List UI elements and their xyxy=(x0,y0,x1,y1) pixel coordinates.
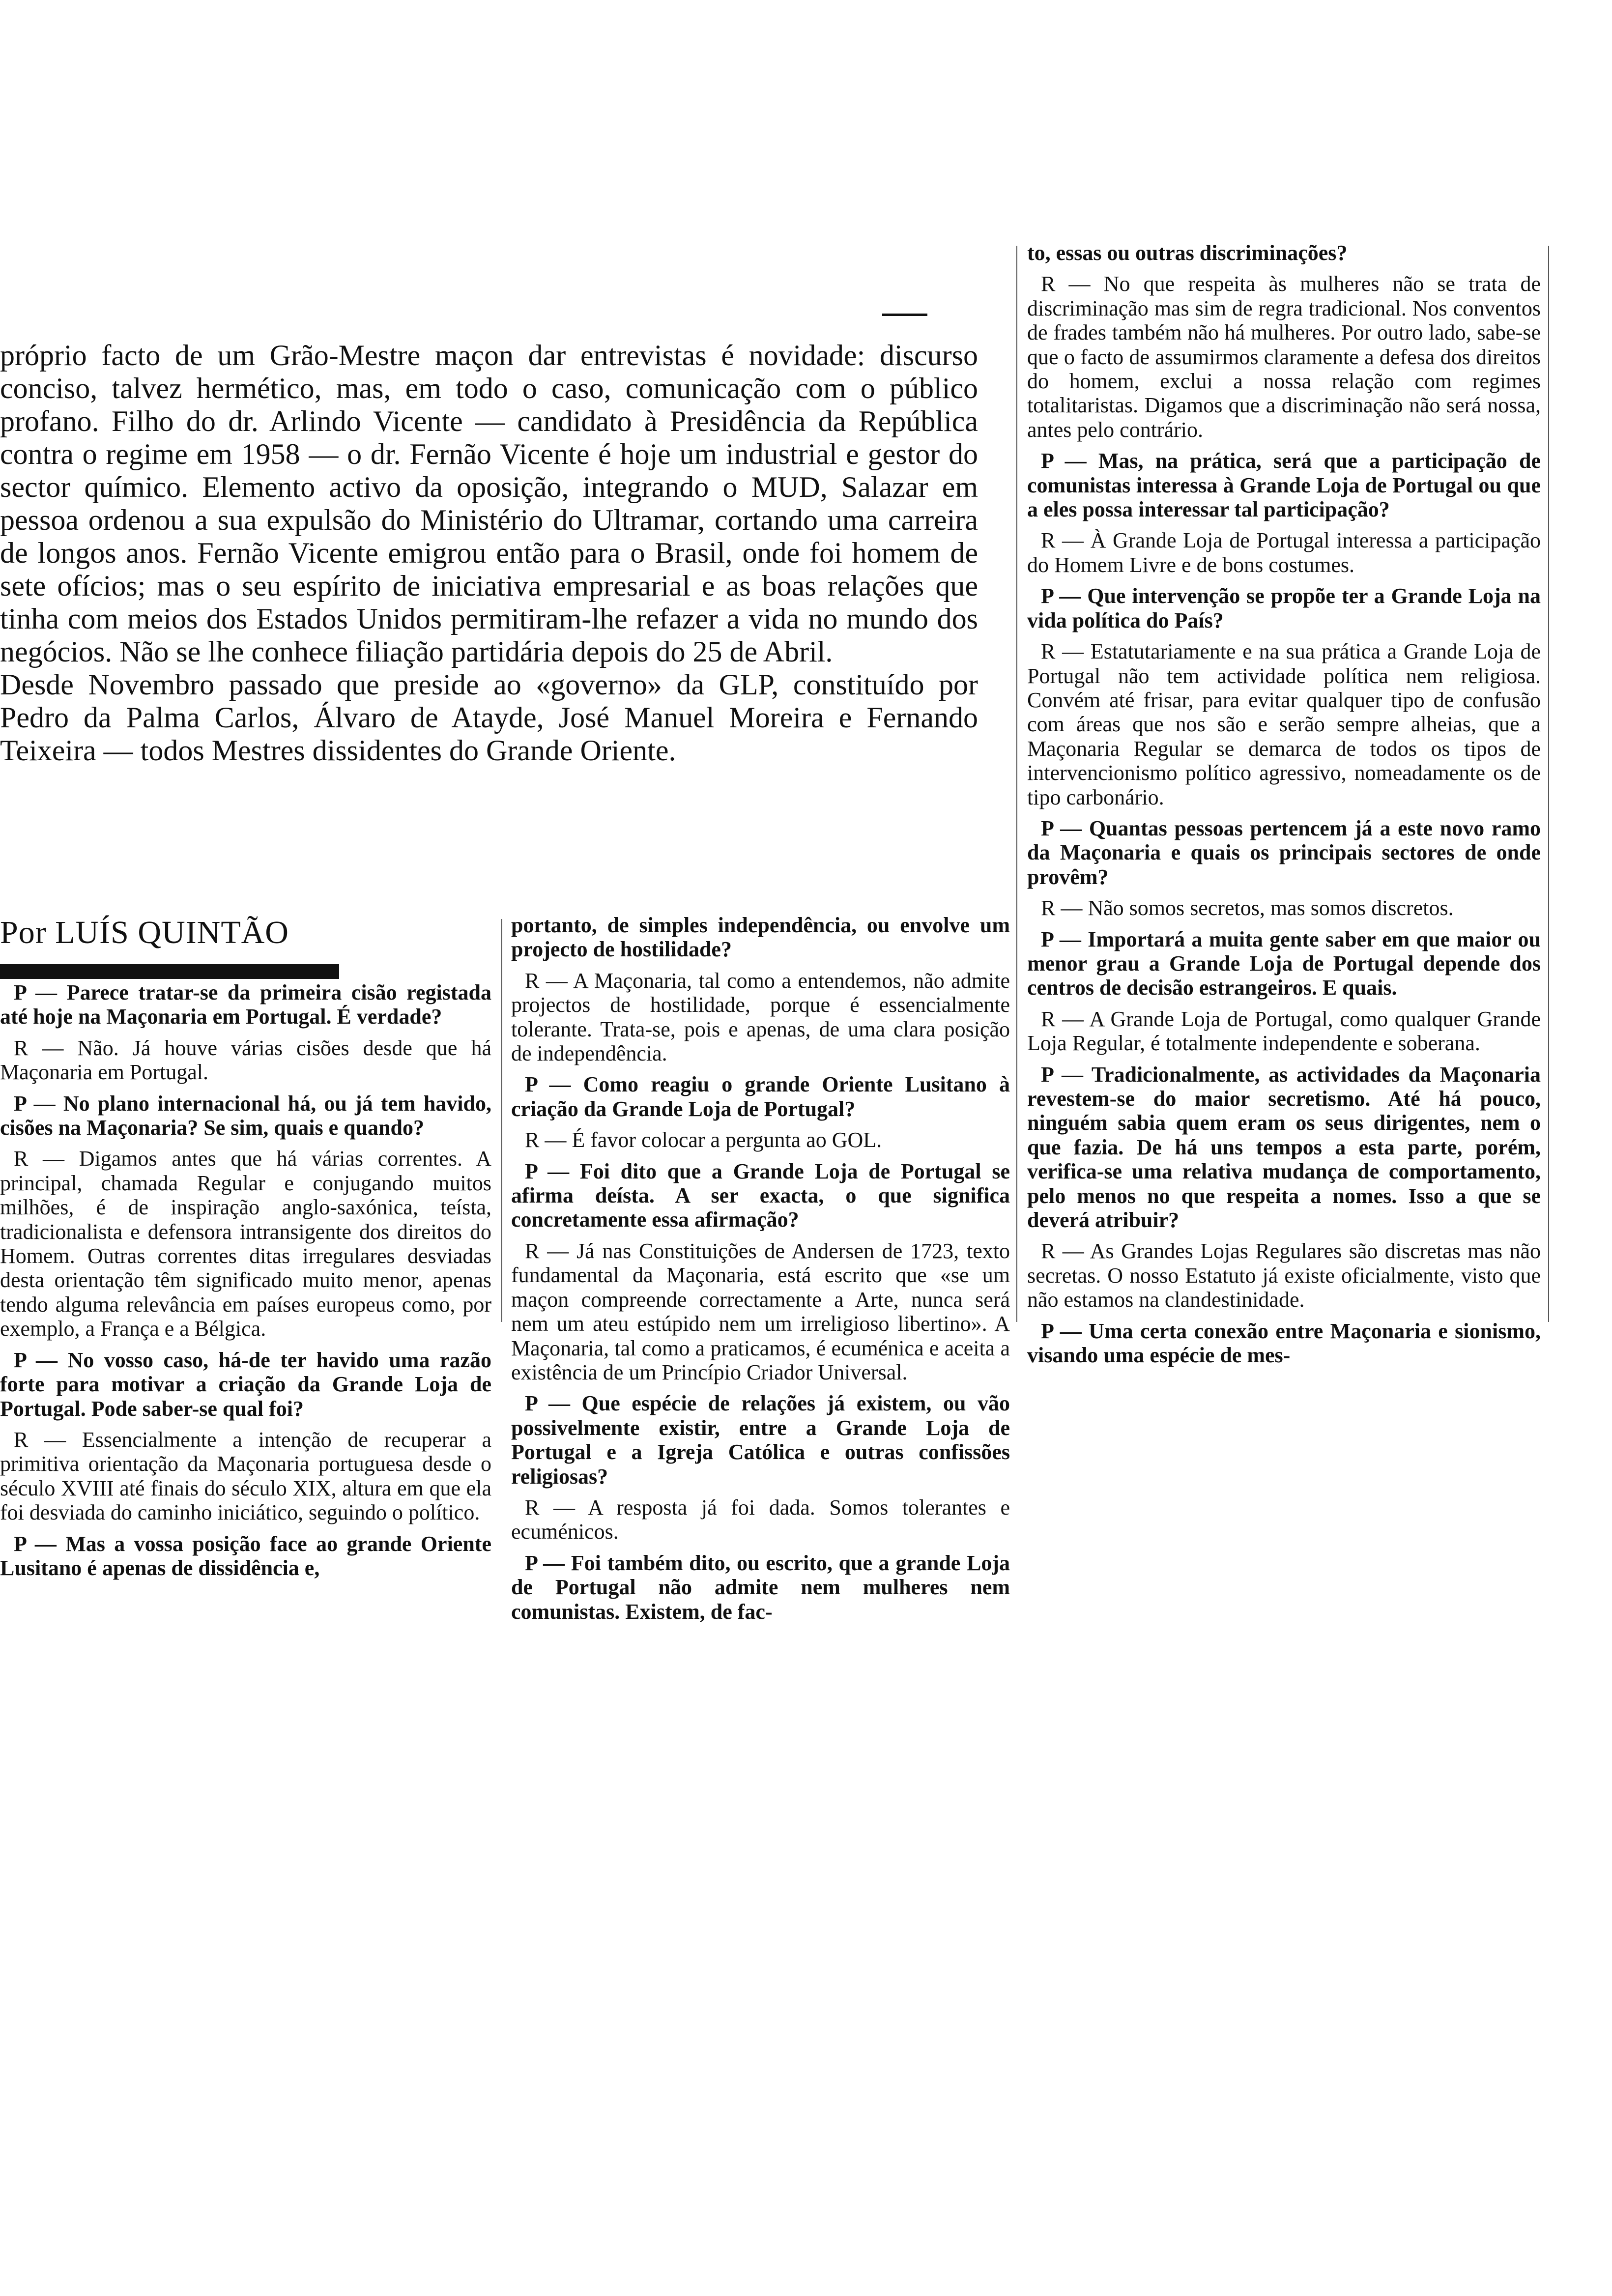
interview-answer: R — As Grandes Lojas Regulares são discretas mas não secretas. O nosso Estatuto já existe oficialmente, visto que não estamos na clandestinidade. xyxy=(1027,1239,1541,1312)
interview-answer: R — No que respeita às mulheres não se trata de discriminação mas sim de regra tradicional. Nos conventos de frades também não há mulheres. Por outro lado, sabe-se que o facto de assumirmos claramente a defesa dos direitos do homem, exclui a nossa relação com regimes totalitaristas. Digamos que a discriminação não será nossa, antes pelo contrário. xyxy=(1027,272,1541,442)
interview-question: to, essas ou outras discriminações? xyxy=(1027,241,1348,265)
interview-answer: R — Estatutariamente e na sua prática a Grande Loja de Portugal não tem actividade política nem religiosa. Convém até frisar, para evitar qualquer tipo de confusão com áreas que nos são e serão sempre alheias, que a Maçonaria Regular se demarca de todos os tipos de intervencionismo político agressivo, nomeadamente os de tipo carbonário. xyxy=(1027,639,1541,809)
byline: Por LUÍS QUINTÃO xyxy=(0,915,289,950)
interview-column-2 xyxy=(511,913,1010,1631)
intro xyxy=(0,339,978,767)
intro-paragraph: próprio facto de um Grão-Mestre maçon dar entrevistas é novidade: discurso conciso, talvez hermético, mas, em todo o caso, comunicação com o público profano. Filho do dr. Arlindo Vicente — candidato à Presidência da República contra o regime em 1958 — o dr. Fernão Vicente é hoje um industrial e gestor do sector químico. Elemento activo da oposição, integrando o MUD, Salazar em pessoa ordenou a sua expulsão do Ministério do Ultramar, cortando uma carreira de longos anos. Fernão Vicente emigrou então para o Brasil, onde foi homem de sete ofícios; mas o seu espírito de iniciativa empresarial e as boas relações que tinha com meios dos Estados Unidos permitiram-lhe refazer a vida no mundo dos negócios. Não se lhe conhece filiação partidária depois do 25 de Abril. xyxy=(0,339,978,668)
interview-answer: R — Não. Já houve várias cisões desde que há Maçonaria em Portugal. xyxy=(0,1035,491,1085)
interview-answer: R — É favor colocar a pergunta ao GOL. xyxy=(525,1128,882,1152)
interview-answer: R — À Grande Loja de Portugal interessa a participação do Homem Livre e de bons costumes. xyxy=(1027,528,1541,577)
interview-answer: R — A Grande Loja de Portugal, como qualquer Grande Loja Regular, é totalmente independente e soberana. xyxy=(1027,1006,1541,1056)
interview-answer: R — Essencialmente a intenção de recuperar a primitiva orientação da Maçonaria portuguesa desde o século XVIII até finais do século XIX, altura em que ela foi desviada do caminho iniciático, seguindo o político. xyxy=(0,1427,491,1525)
dash-mark xyxy=(882,314,927,316)
interview-question: P — No vosso caso, há-de ter havido uma razão forte para motivar a criação da Grande Loja de Portugal. Pode saber-se qual foi? xyxy=(0,1348,491,1421)
interview-question: portanto, de simples independência, ou envolve um projecto de hostilidade? xyxy=(511,913,1010,962)
column-divider xyxy=(501,919,502,1322)
interview-question: P — Quantas pessoas pertencem já a este novo ramo da Maçonaria e quais os principais sectores de onde provêm? xyxy=(1027,816,1541,889)
interview-answer: R — Já nas Constituições de Andersen de 1723, texto fundamental da Maçonaria, está escrito que «se um maçon compreende correctamente a Arte, nunca será nem um ateu estúpido nem um irreligioso libertino». A Maçonaria, tal como a praticamos, é ecuménica e aceita a existência de um Princípio Criador Universal. xyxy=(511,1238,1010,1384)
interview-question: P — Uma certa conexão entre Maçonaria e sionismo, visando uma espécie de mes- xyxy=(1027,1319,1541,1368)
column-divider xyxy=(1016,246,1017,1322)
interview-answer: R — Digamos antes que há várias correntes. A principal, chamada Regular e conjugando muitos milhões, é de inspiração anglo-saxónica, teísta, tradicionalista e defensora intransigente dos direitos do Homem. Outras correntes ditas irregulares desviadas desta orientação têm significado muito menor, apenas tendo alguma relevância em países europeus como, por exemplo, a França e a Bélgica. xyxy=(0,1147,491,1341)
interview-question: P — Que espécie de relações já existem, ou vão possivelmente existir, entre a Grande Loja de Portugal e a Igreja Católica e outras confissões religiosas? xyxy=(511,1391,1010,1489)
interview-question: P — Parece tratar-se da primeira cisão registada até hoje na Maçonaria em Portugal. É verdade? xyxy=(0,980,491,1029)
byline-rule xyxy=(0,964,339,979)
interview-column-3 xyxy=(1027,241,1541,1374)
interview-question: P — Como reagiu o grande Oriente Lusitano à criação da Grande Loja de Portugal? xyxy=(511,1072,1010,1121)
interview-question: P — Foi dito que a Grande Loja de Portugal se afirma deísta. A ser exacta, o que significa concretamente essa afirmação? xyxy=(511,1159,1010,1232)
interview-question: P — Mas, na prática, será que a participação de comunistas interessa à Grande Loja de Portugal ou que a eles possa interessar tal participação? xyxy=(1027,449,1541,522)
intro-paragraph: Desde Novembro passado que preside ao «governo» da GLP, constituído por Pedro da Palma Carlos, Álvaro de Atayde, José Manuel Moreira e Fernando Teixeira — todos Mestres dissidentes do Grande Oriente. xyxy=(0,668,978,767)
interview-answer: R — A Maçonaria, tal como a entendemos, não admite projectos de hostilidade, porque é essencialmente tolerante. Trata-se, pois e apenas, de uma clara posição de independência. xyxy=(511,968,1010,1066)
interview-question: P — Importará a muita gente saber em que maior ou menor grau a Grande Loja de Portugal depende dos centros de decisão estrangeiros. E quais. xyxy=(1027,927,1541,1000)
interview-question: P — No plano internacional há, ou já tem havido, cisões na Maçonaria? Se sim, quais e quando? xyxy=(0,1091,491,1140)
column-divider xyxy=(1548,246,1549,1322)
interview-question: P — Que intervenção se propõe ter a Grande Loja na vida política do País? xyxy=(1027,584,1541,632)
interview-question: P — Tradicionalmente, as actividades da Maçonaria revestem-se do maior secretismo. Até há pouco, ninguém sabia quem eram os seus dirigentes, nem o que fazia. De há uns tempos a esta parte, porém, verifica-se uma relativa mudança de comportamento, pelo menos no que respeita a nomes. Isso a que se deverá atribuir? xyxy=(1027,1062,1541,1233)
interview-answer: R — Não somos secretos, mas somos discretos. xyxy=(1041,896,1454,920)
interview-answer: R — A resposta já foi dada. Somos tolerantes e ecuménicos. xyxy=(511,1495,1010,1544)
interview-column-1 xyxy=(0,980,491,1587)
interview-question: P — Foi também dito, ou escrito, que a grande Loja de Portugal não admite nem mulheres nem comunistas. Existem, de fac- xyxy=(511,1550,1010,1624)
interview-question: P — Mas a vossa posição face ao grande Oriente Lusitano é apenas de dissidência e, xyxy=(0,1531,491,1580)
